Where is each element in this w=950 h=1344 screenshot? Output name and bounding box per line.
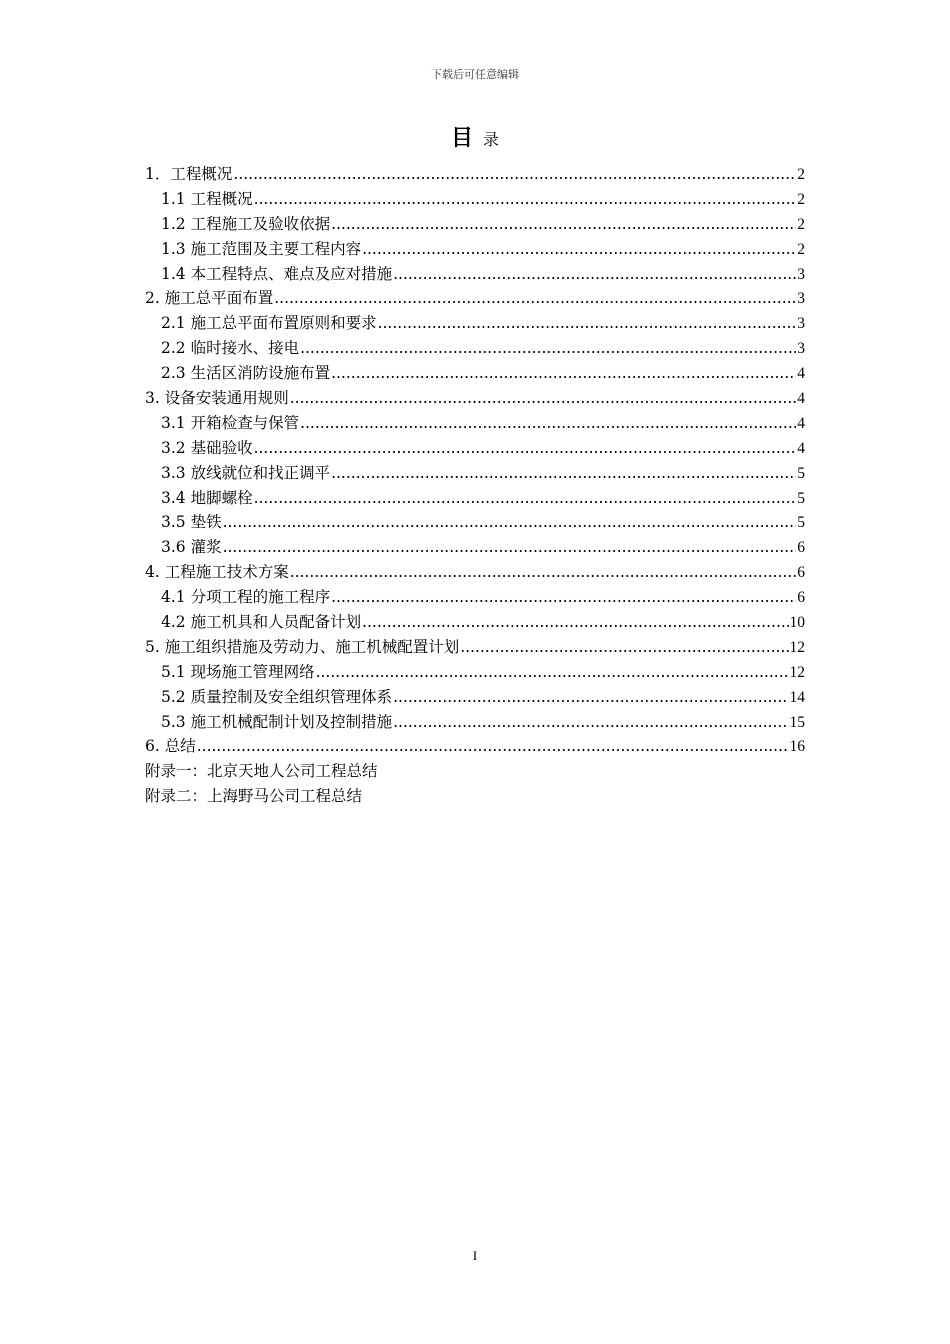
toc-entry-label: 2.1 施工总平面布置原则和要求 (161, 314, 377, 333)
toc-entry[interactable] (145, 734, 805, 759)
toc-entry[interactable] (145, 386, 805, 411)
toc-entry[interactable] (145, 685, 805, 710)
dot-leader (331, 364, 796, 382)
toc-entry[interactable] (145, 486, 805, 511)
toc-entry-page: 3 (797, 265, 805, 283)
toc-entry-label: 2.2 临时接水、接电 (161, 339, 300, 358)
dot-leader (300, 414, 796, 432)
header-note: 下载后可任意编辑 (431, 68, 519, 81)
toc-entry-label: 1.2 工程施工及验收依据 (161, 214, 331, 233)
toc-entry-page: 15 (789, 713, 805, 731)
toc-entry[interactable] (145, 510, 805, 535)
dot-leader (331, 464, 796, 482)
toc-entry-page: 4 (797, 390, 805, 408)
toc-entry-page: 12 (789, 638, 805, 656)
dot-leader (274, 289, 796, 307)
table-of-contents (145, 162, 805, 809)
dot-leader (223, 513, 797, 531)
toc-entry-label: 3.2 基础验收 (161, 438, 253, 457)
toc-entry-page: 5 (797, 514, 805, 532)
toc-entry-label: 5. 施工组织措施及劳动力、施工机械配置计划 (145, 637, 460, 656)
toc-entry[interactable] (145, 336, 805, 361)
toc-entry-page: 3 (797, 340, 805, 358)
toc-entry-page: 2 (797, 166, 805, 183)
toc-entry-label: 1．工程概况 (145, 165, 233, 183)
toc-entry-label: 3.5 垫铁 (161, 513, 222, 532)
appendix-entry[interactable]: 附录一：北京天地人公司工程总结 (145, 762, 378, 781)
toc-entry-label: 3.6 灌浆 (161, 538, 222, 557)
toc-entry-label: 4.1 分项工程的施工程序 (161, 588, 331, 607)
toc-entry[interactable] (145, 286, 805, 311)
toc-entry-page: 5 (797, 489, 805, 507)
dot-leader (316, 663, 789, 681)
toc-entry[interactable] (145, 436, 805, 461)
toc-entry[interactable] (145, 187, 805, 212)
toc-title-sub: 录 (483, 130, 500, 149)
toc-entry-page: 2 (797, 240, 805, 258)
toc-entry-label: 4. 工程施工技术方案 (145, 563, 289, 582)
toc-entry-label: 2. 施工总平面布置 (145, 289, 274, 308)
dot-leader (254, 439, 797, 457)
toc-entry-label: 1.4 本工程特点、难点及应对措施 (161, 264, 393, 283)
toc-entry-label: 3. 设备安装通用规则 (145, 389, 289, 408)
dot-leader (254, 489, 797, 507)
toc-entry[interactable] (145, 560, 805, 585)
toc-entry[interactable] (145, 660, 805, 685)
dot-leader (290, 563, 797, 581)
toc-entry-label: 1.1 工程概况 (161, 189, 253, 208)
toc-entry-page: 2 (797, 190, 805, 208)
toc-entry[interactable] (145, 162, 805, 187)
page-number: I (472, 1248, 478, 1263)
dot-leader (233, 165, 796, 183)
toc-entry[interactable] (145, 411, 805, 436)
toc-entry-page: 12 (789, 663, 805, 681)
dot-leader (290, 389, 797, 407)
dot-leader (393, 265, 796, 283)
toc-title (0, 124, 950, 154)
toc-entry-page: 4 (797, 414, 805, 432)
toc-entry-label: 4.2 施工机具和人员配备计划 (161, 613, 362, 632)
toc-entry-page: 2 (797, 215, 805, 233)
toc-entry[interactable] (145, 311, 805, 336)
toc-entry-page: 5 (797, 464, 805, 482)
dot-leader (300, 339, 796, 357)
toc-entry-label: 1.3 施工范围及主要工程内容 (161, 239, 362, 258)
dot-leader (223, 538, 797, 556)
toc-entry-page: 10 (789, 614, 805, 632)
toc-entry[interactable] (145, 535, 805, 560)
toc-entry-page: 3 (797, 290, 805, 308)
toc-entry[interactable] (145, 361, 805, 386)
toc-entry-page: 6 (797, 564, 805, 582)
dot-leader (362, 240, 796, 258)
dot-leader (254, 190, 797, 208)
dot-leader (393, 688, 788, 706)
toc-entry[interactable] (145, 710, 805, 735)
dot-leader (362, 613, 788, 631)
toc-entry-label: 6. 总结 (145, 737, 196, 756)
toc-entry-label: 3.3 放线就位和找正调平 (161, 463, 331, 482)
dot-leader (393, 713, 788, 731)
dot-leader (331, 215, 796, 233)
dot-leader (378, 314, 797, 332)
toc-entry-page: 3 (797, 315, 805, 333)
toc-entry-label: 2.3 生活区消防设施布置 (161, 364, 331, 383)
toc-entry[interactable] (145, 585, 805, 610)
toc-entry[interactable] (145, 212, 805, 237)
dot-leader (197, 737, 789, 755)
toc-entry[interactable] (145, 461, 805, 486)
toc-entry-page: 4 (797, 365, 805, 383)
toc-entry-page: 6 (797, 589, 805, 607)
toc-entry[interactable] (145, 262, 805, 287)
toc-entry-page: 16 (789, 738, 805, 756)
toc-entry[interactable] (145, 610, 805, 635)
toc-entry-label: 5.3 施工机械配制计划及控制措施 (161, 712, 393, 731)
toc-entry-label: 5.1 现场施工管理网络 (161, 662, 315, 681)
toc-entry-page: 6 (797, 539, 805, 557)
dot-leader (460, 638, 788, 656)
toc-entry-label: 3.1 开箱检查与保管 (161, 413, 300, 432)
toc-entry[interactable] (145, 635, 805, 660)
appendix-entry[interactable]: 附录二：上海野马公司工程总结 (145, 787, 363, 806)
toc-entry-page: 14 (789, 688, 805, 706)
toc-entry[interactable] (145, 237, 805, 262)
dot-leader (331, 588, 796, 606)
toc-entry-label: 3.4 地脚螺栓 (161, 488, 253, 507)
toc-entry-label: 5.2 质量控制及安全组织管理体系 (161, 687, 393, 706)
toc-title-main: 目 (450, 125, 473, 151)
toc-entry-page: 4 (797, 439, 805, 457)
